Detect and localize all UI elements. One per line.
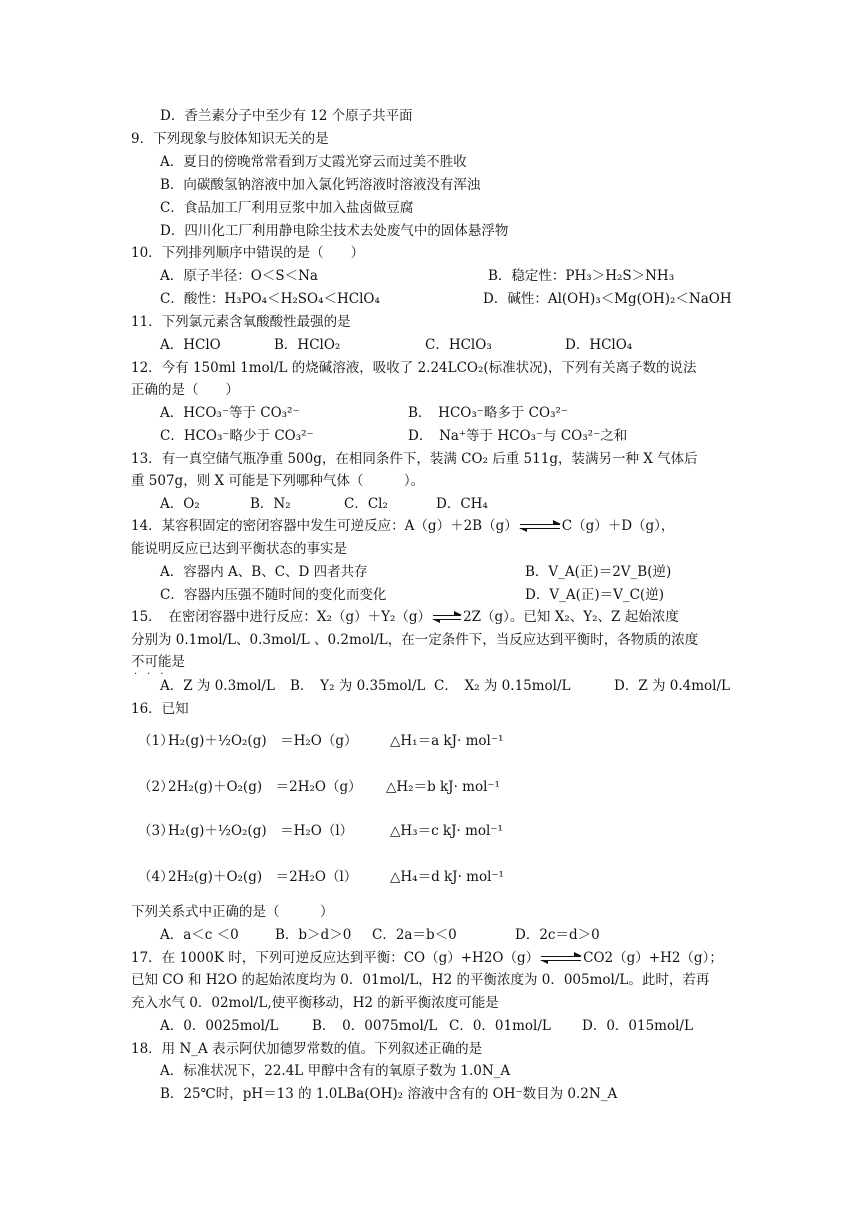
q17-option-c: C．0．01mol/L	[449, 1018, 551, 1034]
q13-option-d: D．CH₄	[436, 496, 488, 512]
q11-stem: 11．下列氯元素含氧酸酸性最强的是	[131, 314, 351, 330]
q13-option-b: B．N₂	[250, 496, 291, 512]
q17-option-a: A．0．0025mol/L	[160, 1018, 279, 1034]
q16-eq3-reaction: H₂(g)＋½O₂(g) ＝H₂O（l）	[168, 823, 354, 839]
emphasis-dots: ···	[134, 669, 174, 680]
q16-eq4-reaction: 2H₂(g)＋O₂(g) ＝2H₂O（l）	[168, 869, 358, 885]
q9-option-c: C．食品加工厂利用豆浆中加入盐卤做豆腐	[160, 200, 414, 216]
q16-eq3-label: （3）	[138, 823, 174, 839]
q16-stem: 16．已知	[131, 701, 189, 717]
q12-stem-line1: 12．今有 150ml 1mol/L 的烧碱溶液，吸收了 2.24LCO₂(标准状况)，下列有关离子数的说法	[131, 360, 697, 376]
q13-option-c: C．Cl₂	[344, 496, 388, 512]
q11-option-a: A．HClO	[160, 337, 221, 353]
q14-stem-left: 14．某容积固定的密闭容器中发生可逆反应：A（g）＋2B（g）	[131, 518, 518, 534]
q14-option-b: B．V_A(正)＝2V_B(逆)	[525, 564, 672, 580]
q16-eq1-label: （1）	[138, 733, 174, 749]
q15-option-b: B． Y₂ 为 0.35mol/L	[290, 678, 426, 694]
q9-stem: 9．下列现象与胶体知识无关的是	[131, 131, 329, 147]
q18-stem: 18．用 N_A 表示阿伏加德罗常数的值。下列叙述正确的是	[131, 1041, 483, 1057]
q17-option-b: B． 0．0075mol/L	[312, 1018, 438, 1034]
q17-stem-line3: 充入水气 0．02mol/L,使平衡移动，H2 的新平衡浓度可能是	[131, 995, 499, 1011]
q17-stem-line2: 已知 CO 和 H2O 的起始浓度均为 0．01mol/L，H2 的平衡浓度为 0．005mol/L。此时，若再	[131, 972, 710, 988]
q10-option-d: D．碱性：Al(OH)₃＜Mg(OH)₂＜NaOH	[483, 291, 732, 307]
q14-stem-line2: 能说明反应已达到平衡状态的事实是	[131, 541, 347, 557]
equilibrium-arrow-icon	[541, 954, 581, 964]
q16-eq3-enthalpy: △H₃＝c kJ· mol⁻¹	[390, 823, 503, 839]
q15-option-c: C． X₂ 为 0.15mol/L	[434, 678, 571, 694]
q16-option-a: A．a＜c ＜0	[160, 927, 239, 943]
q10-stem: 10．下列排列顺序中错误的是（ ）	[131, 245, 365, 261]
q14-option-a: A．容器内 A、B、C、D 四者共存	[160, 564, 368, 580]
q16-eq2-reaction: 2H₂(g)＋O₂(g) ＝2H₂O（g）	[168, 779, 362, 795]
q16-option-c: C．2a＝b＜0	[372, 927, 457, 943]
q15-stem-line1	[131, 607, 679, 627]
q17-stem-left: 17．在 1000K 时，下列可逆反应达到平衡：CO（g）+H2O（g）	[131, 950, 540, 966]
q15-stem-right: 2Z（g）。已知 X₂、Y₂、Z 起始浓度	[463, 609, 679, 625]
q11-option-b: B．HClO₂	[274, 337, 341, 353]
q15-stem-line3: 不可能是	[131, 654, 185, 670]
q14-option-c: C．容器内压强不随时间的变化而变化	[160, 587, 387, 603]
q15-stem-line2: 分别为 0.1mol/L、0.3mol/L 、0.2mol/L，在一定条件下，当反应达到平衡时，各物质的浓度	[131, 632, 699, 648]
equilibrium-arrow-icon	[433, 613, 461, 623]
q10-option-c: C．酸性：H₃PO₄＜H₂SO₄＜HClO₄	[160, 291, 380, 307]
q12-option-c: C．HCO₃⁻略少于 CO₃²⁻	[160, 428, 314, 444]
q15-stem-left: 15． 在密闭容器中进行反应：X₂（g）＋Y₂（g）	[131, 609, 432, 625]
q16-question: 下列关系式中正确的是（ ）	[131, 904, 334, 920]
q14-stem-right: C（g）＋D（g），	[561, 518, 675, 534]
q16-eq1-enthalpy: △H₁＝a kJ· mol⁻¹	[390, 733, 504, 749]
q15-option-d: D．Z 为 0.4mol/L	[614, 678, 731, 694]
q16-option-d: D．2c＝d＞0	[515, 927, 600, 943]
q18-option-b: B．25℃时，pH＝13 的 1.0LBa(OH)₂ 溶液中含有的 OH⁻数目为 0.2N_A	[160, 1086, 618, 1102]
q12-option-b: B． HCO₃⁻略多于 CO₃²⁻	[408, 405, 569, 421]
q14-option-d: D．V_A(正)＝V_C(逆)	[525, 587, 664, 603]
q15-option-a: A．Z 为 0.3mol/L	[160, 678, 275, 694]
q9-option-b: B．向碳酸氢钠溶液中加入氯化钙溶液时溶液没有浑浊	[160, 177, 481, 193]
q16-option-b: B．b＞d＞0	[275, 927, 352, 943]
q18-option-a: A．标准状况下，22.4L 甲醇中含有的氧原子数为 1.0N_A	[160, 1063, 511, 1079]
q13-stem-line1: 13．有一真空储气瓶净重 500g，在相同条件下，装满 CO₂ 后重 511g，装满另一种 X 气体后	[131, 451, 698, 467]
q10-option-a: A．原子半径：O＜S＜Na	[160, 268, 318, 284]
q16-eq4-label: （4）	[138, 869, 174, 885]
q9-option-d: D．四川化工厂利用静电除尘技术去处废气中的固体悬浮物	[160, 223, 509, 239]
q17-stem-right: CO2（g）+H2（g）；	[583, 950, 723, 966]
q13-stem-line2: 重 507g，则 X 可能是下列哪种气体（ ）。	[131, 473, 425, 489]
q12-option-d: D． Na⁺等于 HCO₃⁻与 CO₃²⁻之和	[408, 428, 628, 444]
q16-eq1-reaction: H₂(g)＋½O₂(g) ＝H₂O（g）	[168, 733, 358, 749]
q9-option-a: A．夏日的傍晚常常看到万丈霞光穿云而过美不胜收	[160, 154, 467, 170]
q12-option-a: A．HCO₃⁻等于 CO₃²⁻	[160, 405, 300, 421]
q13-option-a: A．O₂	[160, 496, 200, 512]
q8-option-d: D．香兰素分子中至少有 12 个原子共平面	[160, 108, 413, 124]
q17-option-d: D．0．015mol/L	[582, 1018, 693, 1034]
q10-option-b: B．稳定性：PH₃＞H₂S＞NH₃	[488, 268, 675, 284]
q11-option-d: D．HClO₄	[565, 337, 633, 353]
q14-stem-line1	[131, 516, 674, 536]
q17-stem-line1	[131, 948, 723, 968]
q16-eq2-enthalpy: △H₂＝b kJ· mol⁻¹	[386, 779, 500, 795]
q16-eq2-label: （2）	[138, 779, 174, 795]
q12-stem-line2: 正确的是（ ）	[131, 382, 239, 398]
equilibrium-arrow-icon	[520, 522, 560, 532]
q11-option-c: C．HClO₃	[425, 337, 492, 353]
q16-eq4-enthalpy: △H₄＝d kJ· mol⁻¹	[390, 869, 504, 885]
